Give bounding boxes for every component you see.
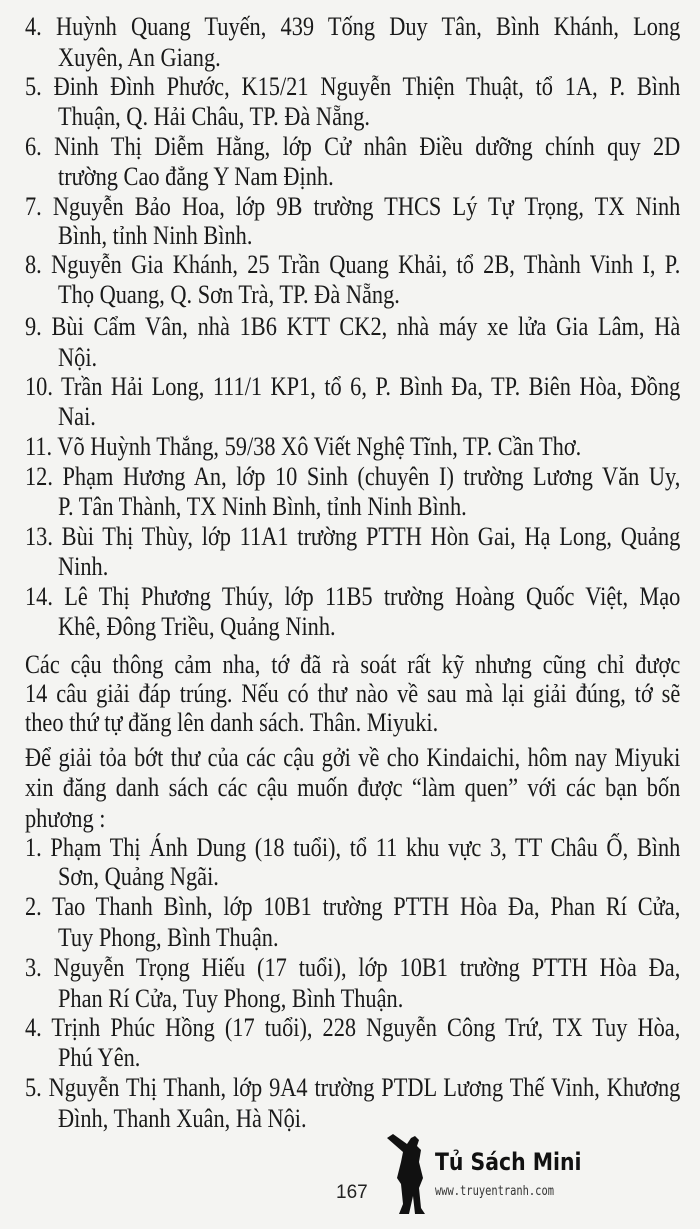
- paragraph-line: xin đăng danh sách các cậu muốn được “làm quen” với các bạn bốn: [25, 773, 681, 802]
- list-item-line: Nội.: [58, 343, 98, 372]
- list-item-line: Phan Rí Cửa, Tuy Phong, Bình Thuận.: [58, 984, 404, 1013]
- list-item-line: 13. Bùi Thị Thùy, lớp 11A1 trường PTTH Hòn Gai, Hạ Long, Quảng: [25, 522, 681, 551]
- list-item-line: Nai.: [58, 402, 96, 431]
- list-item-line: 5. Đinh Đình Phước, K15/21 Nguyễn Thiện Thuật, tổ 1A, P. Bình: [25, 72, 681, 101]
- list-item-line: 9. Bùi Cẩm Vân, nhà 1B6 KTT CK2, nhà máy xe lửa Gia Lâm, Hà: [25, 312, 681, 341]
- paragraph-line: Các cậu thông cảm nha, tớ đã rà soát rất kỹ nhưng cũng chỉ được: [25, 650, 681, 679]
- logo-title: Tủ Sách Mini: [435, 1148, 582, 1176]
- list-item-line: 4. Trịnh Phúc Hồng (17 tuổi), 228 Nguyễn Công Trứ, TX Tuy Hòa,: [25, 1013, 681, 1042]
- page-number: 167: [336, 1182, 368, 1203]
- list-item-line: 5. Nguyễn Thị Thanh, lớp 9A4 trường PTDL Lương Thế Vinh, Khương: [25, 1073, 681, 1102]
- list-item-line: 12. Phạm Hương An, lớp 10 Sinh (chuyên I) trường Lương Văn Uy,: [25, 462, 681, 491]
- list-item-line: Tuy Phong, Bình Thuận.: [58, 923, 279, 952]
- list-item-line: trường Cao đẳng Y Nam Định.: [58, 162, 334, 191]
- list-item-line: 3. Nguyễn Trọng Hiếu (17 tuổi), lớp 10B1 trường PTTH Hòa Đa,: [25, 953, 681, 982]
- list-item-line: 6. Ninh Thị Diễm Hằng, lớp Cử nhân Điều dưỡng chính quy 2D: [25, 132, 681, 161]
- list-item-line: 8. Nguyễn Gia Khánh, 25 Trần Quang Khải, tổ 2B, Thành Vinh I, P.: [25, 250, 681, 279]
- list-item-line: Đình, Thanh Xuân, Hà Nội.: [58, 1104, 307, 1133]
- figure-silhouette-icon: [385, 1128, 435, 1218]
- list-item-line: Xuyên, An Giang.: [58, 43, 221, 72]
- list-item-line: 1. Phạm Thị Ánh Dung (18 tuổi), tổ 11 khu vực 3, TT Châu Ổ, Bình: [25, 833, 681, 862]
- list-item-line: Sơn, Quảng Ngãi.: [58, 862, 219, 891]
- paragraph-line: Để giải tỏa bớt thư của các cậu gởi về cho Kindaichi, hôm nay Miyuki: [25, 743, 681, 772]
- list-item-line: P. Tân Thành, TX Ninh Bình, tỉnh Ninh Bình.: [58, 492, 467, 521]
- list-item-line: Phú Yên.: [58, 1043, 141, 1072]
- list-item-line: 10. Trần Hải Long, 111/1 KP1, tổ 6, P. Bình Đa, TP. Biên Hòa, Đồng: [25, 372, 681, 401]
- list-item-line: 2. Tao Thanh Bình, lớp 10B1 trường PTTH Hòa Đa, Phan Rí Cửa,: [25, 892, 681, 921]
- paragraph-line: theo thứ tự đăng lên danh sách. Thân. Miyuki.: [25, 708, 439, 737]
- list-item-line: 4. Huỳnh Quang Tuyến, 439 Tống Duy Tân, Bình Khánh, Long: [25, 12, 681, 41]
- logo-url: www.truyentranh.com: [435, 1184, 554, 1199]
- list-item-line: Thuận, Q. Hải Châu, TP. Đà Nẵng.: [58, 102, 370, 131]
- paragraph-line: phương :: [25, 804, 106, 833]
- list-item-line: Bình, tỉnh Ninh Bình.: [58, 221, 253, 250]
- list-item-line: Thọ Quang, Q. Sơn Trà, TP. Đà Nẵng.: [58, 280, 400, 309]
- list-item-line: Khê, Đông Triều, Quảng Ninh.: [58, 612, 336, 641]
- paragraph-line: 14 câu giải đáp trúng. Nếu có thư nào về sau mà lại giải đúng, tớ sẽ: [25, 679, 681, 708]
- list-item-line: 7. Nguyễn Bảo Hoa, lớp 9B trường THCS Lý Tự Trọng, TX Ninh: [25, 192, 681, 221]
- list-item-line: 11. Võ Huỳnh Thắng, 59/38 Xô Viết Nghệ Tĩnh, TP. Cần Thơ.: [25, 432, 582, 461]
- watermark-logo: [385, 1128, 615, 1218]
- list-item-line: 14. Lê Thị Phương Thúy, lớp 11B5 trường Hoàng Quốc Việt, Mạo: [25, 582, 681, 611]
- list-item-line: Ninh.: [58, 552, 109, 581]
